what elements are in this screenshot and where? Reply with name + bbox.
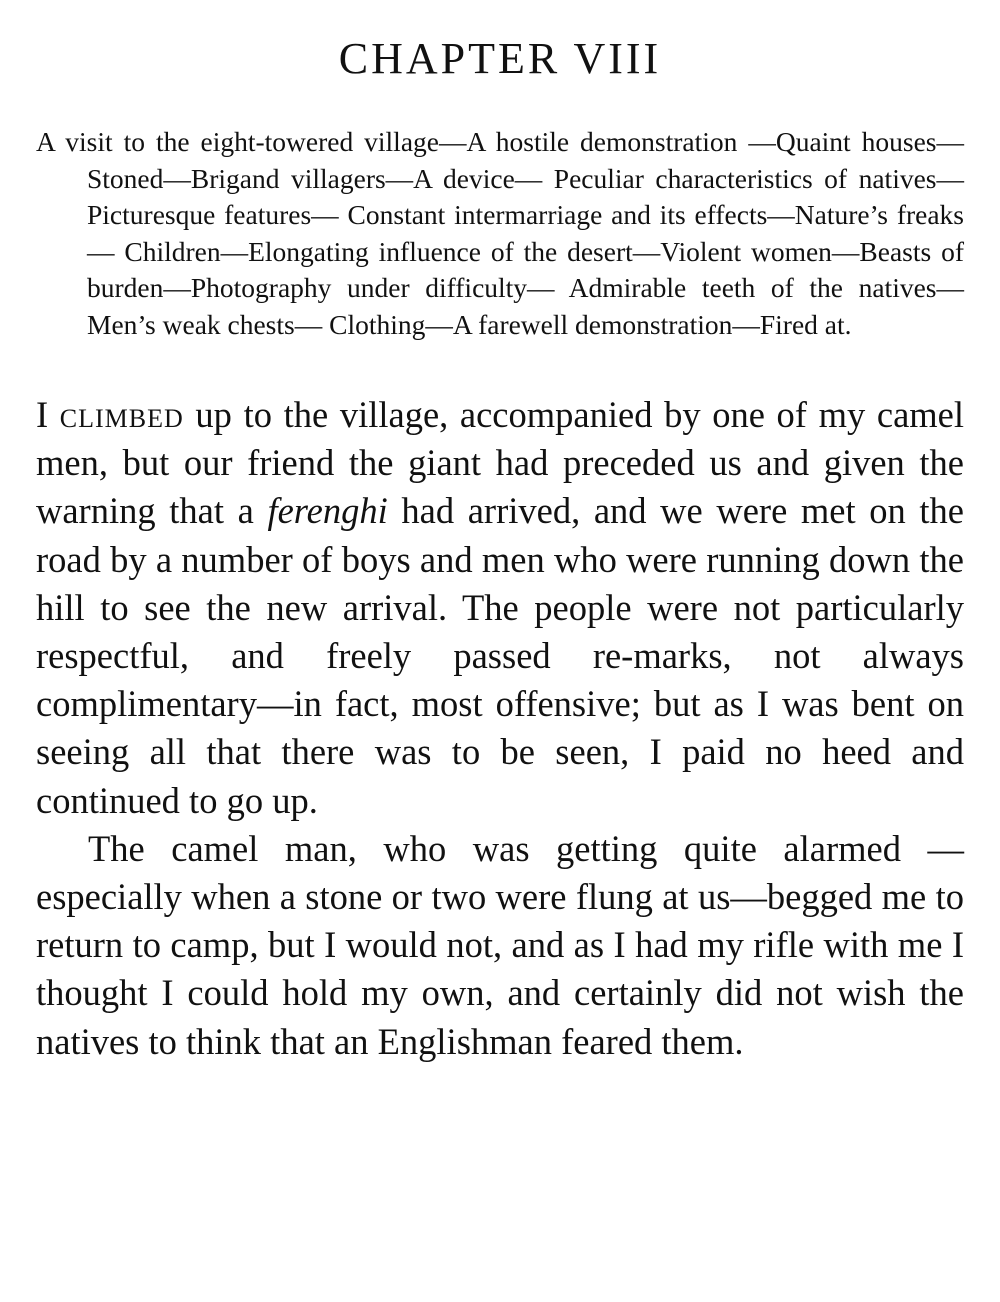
chapter-body [36, 391, 964, 1066]
paragraph-1-smallcaps-word: climbed [59, 394, 184, 435]
paragraph-1 [36, 391, 964, 825]
paragraph-1-text-a: up to the village, accompanied by one of my camel men, but our friend the giant had preceded us and given the warning that a [36, 394, 965, 532]
paragraph-1-text-b: had arrived, and we were met on the road by a number of boys and men who were running down the hill to see the new arrival. The people were not particularly respectful, and freely passed re-marks, not always complimentary—in fact, most offensive; but as I was bent on seeing all that there was to be seen, I paid no heed and continued to go up. [36, 490, 964, 821]
book-page [36, 30, 964, 1066]
chapter-title: CHAPTER VIII [338, 34, 662, 83]
paragraph-2: The camel man, who was getting quite alarmed —especially when a stone or two were flung at us—begged me to return to camp, but I would not, and as I had my rifle with me I thought I could hold my own, and certainly did not wish the natives to think that an Englishman feared them. [36, 827, 964, 1062]
paragraph-1-italic-word: ferenghi [267, 490, 388, 532]
paragraph-1-initial: I [36, 394, 60, 435]
chapter-summary: A visit to the eight-towered village—A hostile demonstration —Quaint houses—Stoned—Brigand villagers—A device— Peculiar characteristics of natives—Picturesque features— Constant intermarriage and its effects—Nature’s freaks— Children—Elongating influence of the desert—Violent women—Beasts of burden—Photography under difficulty— Admirable teeth of the natives—Men’s weak chests— Clothing—A farewell demonstration—Fired at. [36, 126, 964, 340]
